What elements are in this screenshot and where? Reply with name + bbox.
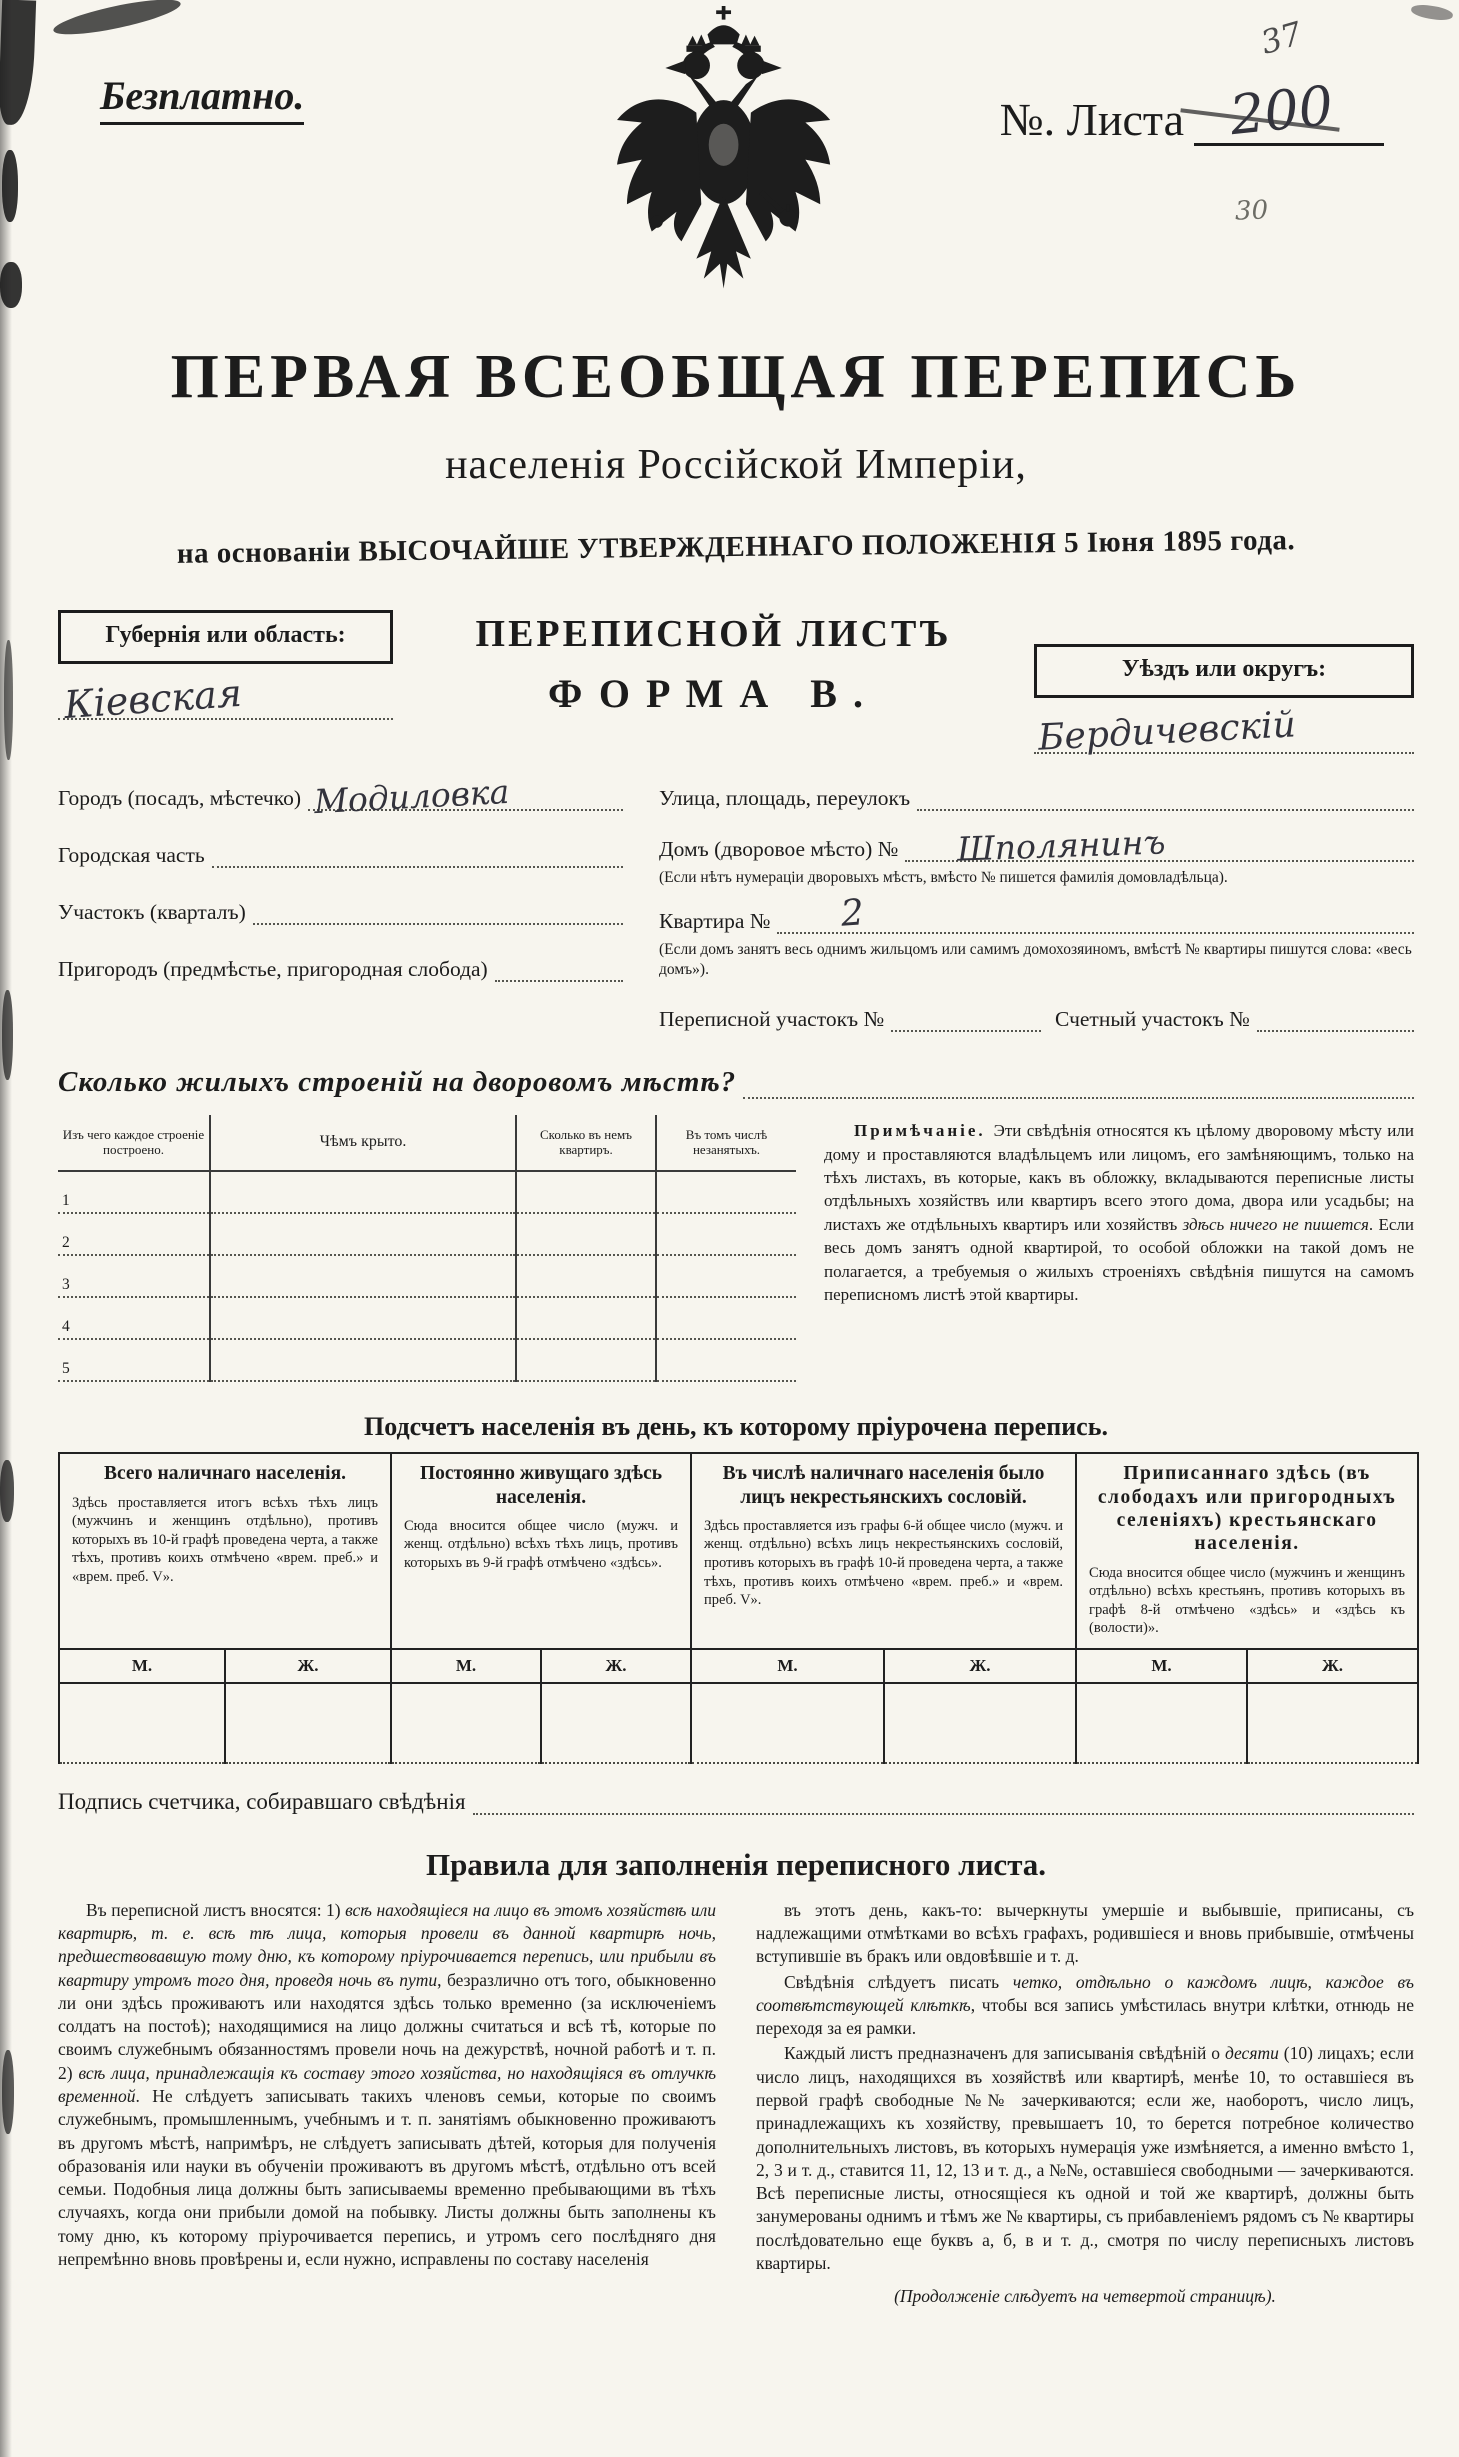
city-part-field bbox=[58, 841, 623, 868]
scan-artifact bbox=[2, 150, 18, 222]
city-label: Городъ (посадъ, мѣстечко) bbox=[58, 786, 302, 810]
apartment-write-line bbox=[777, 892, 1414, 936]
census-district-write-line bbox=[891, 1005, 1041, 1032]
count-value-cell bbox=[225, 1683, 391, 1763]
roof-cell bbox=[210, 1339, 516, 1381]
prigorod-field bbox=[58, 955, 623, 982]
count-group-desc: Сюда вносится общее число (мужчинъ и женщинъ отдѣльно) всѣхъ крестьянъ, противъ которыхъ въ графѣ 8-й отмѣчено «здѣсь» и «здѣсь къ (волости)». bbox=[1089, 1564, 1406, 1637]
row-number-cell bbox=[58, 1297, 210, 1339]
corner-scribble: 37 bbox=[1256, 14, 1307, 62]
row-number: 2 bbox=[62, 1234, 70, 1252]
uchastok-write-line bbox=[253, 898, 623, 925]
uchastok-label: Участокъ (кварталъ) bbox=[58, 900, 246, 924]
row-number-cell bbox=[58, 1213, 210, 1255]
rules-paragraph: Свѣдѣнія слѣдуетъ писать четко, отдѣльно о каждомъ лицѣ, каждое въ соотвѣтствующей клѣткѣ, чтобы вся запись умѣстилась внутри клѣтки, отнюдь не переходя за ея рамки. bbox=[756, 1971, 1414, 2039]
uezd-label: Уѣздъ или округъ: bbox=[1034, 644, 1414, 698]
census-sheet-title: ПЕРЕПИСНОЙ ЛИСТЪ bbox=[475, 613, 952, 655]
vacant-cell bbox=[656, 1171, 796, 1213]
rules-paragraph: въ этотъ день, какъ-то: вычеркнуты умершіе и выбывшіе, приписаны, съ надлежащими отмѣтками во всѣхъ графахъ, родившіеся и вновь прибывшіе, отмѣчены вступившіе въ бракъ или овдовѣвшіе и т. д. bbox=[756, 1899, 1414, 1967]
count-group-title: Всего наличнаго населенія. bbox=[103, 1463, 347, 1485]
count-group-title: Въ числѣ наличнаго населенія было лицъ некрестьянскихъ сословій. bbox=[722, 1463, 1045, 1508]
faint-scribble: 30 bbox=[1234, 195, 1269, 227]
buildings-table bbox=[58, 1115, 796, 1382]
street-write-line bbox=[917, 784, 1414, 811]
buildings-row bbox=[58, 1297, 796, 1339]
scan-artifact bbox=[1410, 3, 1454, 22]
buildings-section bbox=[58, 1115, 1414, 1382]
census-district-label: Переписной участокъ № bbox=[659, 1007, 885, 1032]
note-title: Примѣчаніе. bbox=[854, 1121, 986, 1141]
apartments-cell bbox=[516, 1213, 656, 1255]
count-value-cell bbox=[1247, 1683, 1418, 1763]
roof-cell bbox=[210, 1255, 516, 1297]
free-of-charge-label: Безплатно. bbox=[100, 72, 304, 125]
scan-artifact bbox=[2, 990, 13, 1080]
roof-cell bbox=[210, 1171, 516, 1213]
buildings-question-text: Сколько жилыхъ строеній на дворовомъ мѣстѣ? bbox=[58, 1066, 737, 1099]
row-number: 3 bbox=[62, 1276, 70, 1294]
row-number-cell bbox=[58, 1171, 210, 1213]
col-material-header: Изъ чего каждое строеніе построено. bbox=[58, 1115, 210, 1171]
female-header: Ж. bbox=[225, 1649, 391, 1683]
buildings-row bbox=[58, 1255, 796, 1297]
rules-paragraph: Каждый листъ предназначенъ для записыванія свѣдѣній о десяти (10) лицахъ; если число лицъ, находящихся въ хозяйствѣ или квартирѣ, менѣе 10, то оставшіеся въ первой графѣ свободные №№ зачеркиваются; если же, наоборотъ, число лицъ, принадлежащихъ къ хозяйству, превышаетъ 10, то берется потребное количество дополнительныхъ листовъ, въ которыхъ нумерація уже измѣняется, а именно вмѣсто 1, 2, 3 и т. д., ставится 11, 12, 13 и т. д., а №№, оставшіеся свободными — зачеркиваются. Всѣ переписные листы, относящіеся къ одной и той же квартирѣ, должны быть занумерованы однимъ и тѣмъ же № квартиры, съ прибавленіемъ рядомъ съ № квартиры послѣдовательно еще буквъ а, б, в и т. д., смотря по числу переписныхъ листовъ квартиры. bbox=[756, 2043, 1415, 2273]
note-block bbox=[824, 1115, 1414, 1307]
apartment-label: Квартира № bbox=[659, 909, 771, 934]
male-header: М. bbox=[391, 1649, 541, 1683]
apartments-cell bbox=[516, 1171, 656, 1213]
street-label: Улица, площадь, переулокъ bbox=[659, 786, 911, 810]
address-right-column bbox=[659, 784, 1414, 1032]
house-note: (Если нѣтъ нумераціи дворовыхъ мѣстъ, вмѣсто № пишется фамилія домовладѣльца). bbox=[659, 869, 1228, 886]
buildings-row bbox=[58, 1171, 796, 1213]
scan-artifact bbox=[2, 2050, 14, 2134]
apartments-cell bbox=[516, 1255, 656, 1297]
male-header: М. bbox=[1076, 1649, 1247, 1683]
rules-right-column bbox=[756, 1897, 1414, 2309]
male-header: М. bbox=[59, 1649, 225, 1683]
apartments-cell bbox=[516, 1339, 656, 1381]
count-header-total bbox=[59, 1453, 391, 1649]
row-number: 5 bbox=[62, 1360, 70, 1378]
house-field bbox=[659, 822, 1414, 869]
row-number: 1 bbox=[62, 1192, 70, 1210]
districts-field bbox=[659, 1005, 1414, 1032]
rules-left-column bbox=[58, 1897, 716, 2309]
signature-label: Подпись счетчика, собиравшаго свѣдѣнія bbox=[58, 1788, 466, 1814]
count-group-desc: Здѣсь проставляется итогъ всѣхъ тѣхъ лицъ (мужчинъ и женщинъ отдѣльно), противъ которыхъ въ 10-й графѣ проведена черта, а также тѣхъ, противъ коихъ отмѣчено «врем. преб.» и «врем. преб. V». bbox=[72, 1494, 378, 1585]
count-header-permanent bbox=[391, 1453, 691, 1649]
count-group-desc: Сюда вносится общее число (мужч. и женщ. отдѣльно) всѣхъ тѣхъ лицъ, противъ которыхъ въ 9-й графѣ отмѣчено «здѣсь». bbox=[404, 1517, 679, 1571]
count-male-female-row bbox=[59, 1649, 1418, 1683]
note-paragraph bbox=[824, 1119, 1414, 1307]
count-header-row bbox=[59, 1453, 1418, 1649]
count-header-nonpeasant bbox=[691, 1453, 1076, 1649]
prigorod-write-line bbox=[495, 955, 623, 982]
sheet-number-field bbox=[999, 73, 1384, 148]
count-group-title: Приписаннаго здѣсь (въ слободахъ или пригородныхъ селеніяхъ) крестьянскаго населенія. bbox=[1097, 1463, 1397, 1555]
house-write-line bbox=[905, 822, 1414, 869]
house-label: Домъ (дворовое мѣсто) № bbox=[659, 837, 899, 861]
row-number-cell bbox=[58, 1255, 210, 1297]
apartment-field bbox=[659, 892, 1414, 936]
uezd-field bbox=[1034, 644, 1414, 759]
row-number: 4 bbox=[62, 1318, 70, 1336]
uchastok-field bbox=[58, 898, 623, 925]
count-district-label: Счетный участокъ № bbox=[1055, 1007, 1250, 1032]
uezd-handwritten-value: Бердичевскій bbox=[1037, 704, 1297, 759]
gubernia-handwritten-value: Кіевская bbox=[62, 670, 244, 728]
count-value-cell bbox=[691, 1683, 884, 1763]
female-header: Ж. bbox=[541, 1649, 691, 1683]
sheet-number-line bbox=[1194, 73, 1384, 148]
buildings-question bbox=[58, 1066, 1414, 1099]
scan-artifact bbox=[0, 1460, 14, 1522]
row-number-cell bbox=[58, 1339, 210, 1381]
count-group-desc: Здѣсь проставляется изъ графы 6-й общее число (мужч. и женщ. отдѣльно) всѣхъ лицъ некрестьянскихъ сословій, противъ которыхъ въ графѣ 10-й проведена черта, а также тѣхъ, противъ коихъ отмѣчено «врем. преб.» и «врем. преб. V». bbox=[704, 1517, 1064, 1609]
buildings-question-write-line bbox=[743, 1072, 1414, 1099]
col-apartments-header: Сколько въ немъ квартиръ. bbox=[516, 1115, 656, 1171]
scan-artifact bbox=[0, 0, 12, 2457]
scan-artifact bbox=[4, 640, 13, 760]
roof-cell bbox=[210, 1297, 516, 1339]
count-group-title: Постоянно живущаго здѣсь населенія. bbox=[419, 1463, 663, 1508]
address-left-column bbox=[58, 771, 623, 1032]
apartment-handwritten-value: 2 bbox=[839, 892, 866, 936]
city-field bbox=[58, 771, 623, 822]
count-value-cell bbox=[884, 1683, 1076, 1763]
city-write-line bbox=[308, 771, 623, 822]
note-text: Эти свѣдѣнія относятся къ цѣлому дворовому мѣсту или дому и проставляются владѣльцемъ или лицомъ, его замѣняющимъ, только на тѣхъ листахъ, въ которые, какъ въ обложку, вкладываются переписные листы отдѣльныхъ хозяйствъ или квартиръ всего этого дома, двора или усадьбы; на листахъ же отдѣльныхъ квартиръ или хозяйствъ здѣсь ничего не пишется. Если весь домъ занятъ одной квартирой, то особой обложки на такой домъ не полагается, а требуемыя о жилыхъ строеніяхъ свѣдѣнія пишутся на самомъ переписномъ листѣ этой квартиры. bbox=[824, 1121, 1415, 1305]
count-value-cell bbox=[1076, 1683, 1247, 1763]
legal-basis-line: на основаніи ВЫСОЧАЙШЕ УТВЕРЖДЕННАГО ПОЛОЖЕНІЯ 5 Іюня 1895 года. bbox=[176, 524, 1296, 570]
apartment-note: (Если домъ занятъ весь однимъ жильцомъ или самимъ домохозяиномъ, вмѣстѣ № квартиры пишутся слова: «весь домъ»). bbox=[659, 941, 1412, 978]
rules-title: Правила для заполненія переписного листа. bbox=[425, 1846, 1047, 1882]
city-handwritten-value: Модиловка bbox=[313, 771, 511, 822]
signature-write-line bbox=[473, 1788, 1414, 1815]
sheet-number-handwritten-value: 200 bbox=[1226, 73, 1337, 148]
city-part-label: Городская часть bbox=[58, 843, 205, 867]
scan-artifact bbox=[0, 0, 36, 126]
subtitle: населенія Россійской Имперіи, bbox=[445, 442, 1027, 488]
rules-section bbox=[58, 1897, 1414, 2309]
col-vacant-header: Въ томъ числѣ незанятыхъ. bbox=[656, 1115, 796, 1171]
form-title-block bbox=[415, 610, 1012, 754]
male-header: М. bbox=[691, 1649, 884, 1683]
count-district-write-line bbox=[1257, 1005, 1414, 1032]
count-section-title: Подсчетъ населенія въ день, къ которому пріурочена перепись. bbox=[364, 1412, 1108, 1442]
buildings-row bbox=[58, 1213, 796, 1255]
female-header: Ж. bbox=[884, 1649, 1076, 1683]
population-count-table bbox=[58, 1452, 1419, 1764]
count-value-row bbox=[59, 1683, 1418, 1763]
vacant-cell bbox=[656, 1213, 796, 1255]
gubernia-field bbox=[58, 610, 393, 754]
street-field bbox=[659, 784, 1414, 811]
buildings-header-row bbox=[58, 1115, 796, 1171]
apartments-cell bbox=[516, 1297, 656, 1339]
city-part-write-line bbox=[212, 841, 623, 868]
address-section bbox=[58, 771, 1414, 1032]
roof-cell bbox=[210, 1213, 516, 1255]
count-header-registered bbox=[1076, 1453, 1418, 1649]
vacant-cell bbox=[656, 1255, 796, 1297]
count-value-cell bbox=[391, 1683, 541, 1763]
scan-artifact bbox=[0, 262, 22, 308]
col-roof-header: Чѣмъ крыто. bbox=[210, 1115, 516, 1171]
form-head bbox=[58, 610, 1414, 759]
vacant-cell bbox=[656, 1339, 796, 1381]
prigorod-label: Пригородъ (предмѣстье, пригородная слобода) bbox=[58, 957, 488, 981]
buildings-row bbox=[58, 1339, 796, 1381]
continuation-note: (Продолженіе слѣдуетъ на четвертой страницѣ). bbox=[894, 2286, 1276, 2307]
form-v-label: ФОРМА В. bbox=[548, 671, 879, 716]
gubernia-write-line bbox=[58, 668, 393, 728]
enumerator-signature-field bbox=[58, 1788, 1414, 1815]
imperial-eagle-icon bbox=[600, 6, 848, 296]
page-header bbox=[58, 0, 1414, 308]
sheet-number-label: №. Листа bbox=[999, 94, 1184, 145]
count-value-cell bbox=[59, 1683, 225, 1763]
uezd-write-line bbox=[1034, 702, 1414, 759]
main-title: ПЕРВАЯ ВСЕОБЩАЯ ПЕРЕПИСЬ bbox=[170, 343, 1302, 411]
female-header: Ж. bbox=[1247, 1649, 1418, 1683]
rules-paragraph: Въ переписной листъ вносятся: 1) всѣ находящіеся на лицо въ этомъ хозяйствѣ или квартирѣ, т. е. всѣ тѣ лица, которыя провели въ данной квартирѣ ночь, предшествовавшую тому дню, къ которому пріурочивается перепись, или прибыли въ квартиру утромъ того дня, проведя ночь въ пути, безразлично отъ того, обыкновенно ли они здѣсь проживаютъ или находятся здѣсь только временно (за исключеніемъ солдатъ на постоѣ); находящимися на лицо должны считаться и всѣ тѣ, которые по своимъ служебнымъ обязанностямъ провели ночь на дежурствѣ, ночной работѣ и т. п. 2) всѣ лица, принадлежащія къ составу этого хозяйства, но находящіяся въ отлучкѣ временной. Не слѣдуетъ записывать такихъ членовъ семьи, которые по своимъ служебнымъ, промышленнымъ, учебнымъ и т. п. занятіямъ обыкновенно проживаютъ въ другомъ мѣстѣ, напримѣръ, не слѣдуетъ записывать дѣтей, которыя для полученія образованія или науки въ обученіи проживаютъ въ другомъ мѣстѣ, отдѣльно отъ всей семьи. Подобныя лица должны быть записываемы временно пребывающими въ тѣхъ случаяхъ, когда они прибыли домой на побывку. Листы должны быть заполнены къ тому дню, къ которому пріурочивается перепись, и утромъ сего послѣдняго дня непремѣнно вновь провѣрены и, если нужно, исправлены по составу населенія bbox=[58, 1899, 717, 2269]
gubernia-label: Губернія или область: bbox=[58, 610, 393, 664]
vacant-cell bbox=[656, 1297, 796, 1339]
house-handwritten-value: Шполянинъ bbox=[956, 822, 1167, 869]
count-value-cell bbox=[541, 1683, 691, 1763]
